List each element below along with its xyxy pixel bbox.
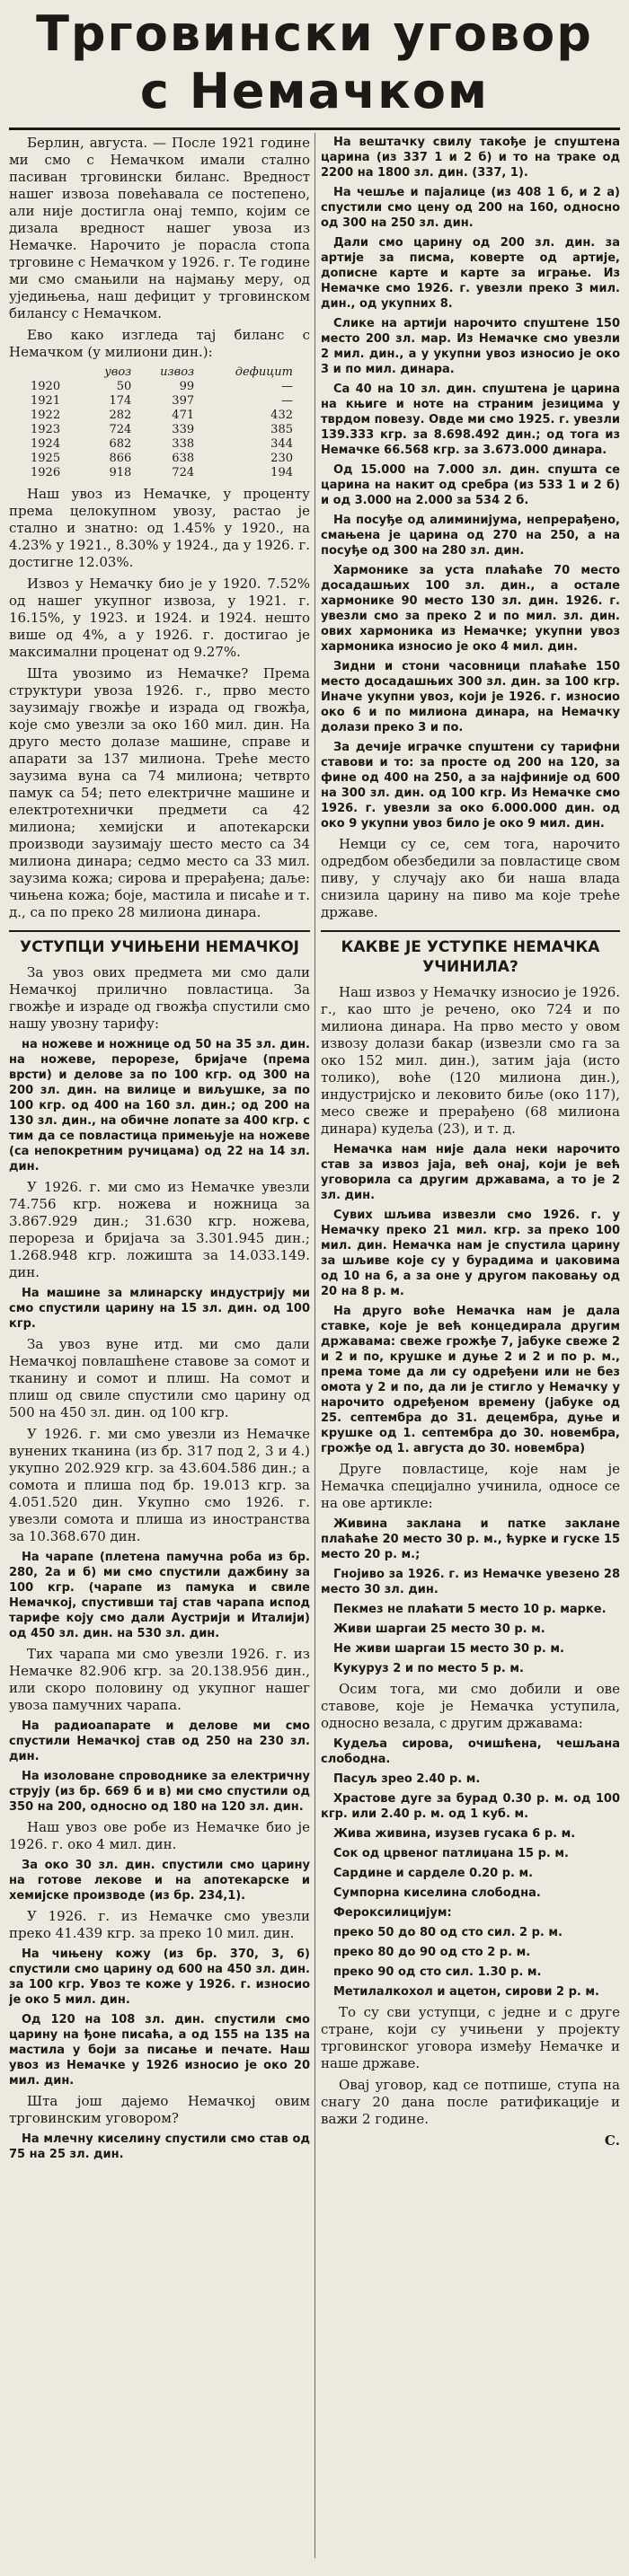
paragraph: Шта увозимо из Немачке? Према структури увоза 1926. г., прво место заузимају гвожђе и израда од гвожђа, које смо увезли за око 160 мил. дин. На друго место долазе машине, справе и апарати за 137 милиона. Треће место заузима вуна са 74 милиона; четврто памук са 54; пето електричне машине и електротехнички предмети са 42 милиона; хемијски и апотекарски производи заузимају шесто место са 34 милиона динара; седмо место са 33 мил. заузима кожа; сирова и прерађена; даље: чињена кожа; боје, мастила и писаће и т. д., са по преко 28 милиона динара.	[9, 665, 310, 920]
table-cell: 724	[109, 423, 132, 436]
bold-paragraph: преко 90 од сто сил. 1.30 р. м.	[333, 1965, 542, 1979]
table-cell: 344	[270, 437, 293, 451]
bold-paragraph: Од 15.000 на 7.000 зл. дин. спушта се царина на накит од сребра (из 533 1 и 2 б) и од 3.000 на 2.000 за 534 2 б.	[321, 463, 620, 507]
paragraph: Тих чарапа ми смо увезли 1926. г. из Немачке 82.906 кгр. за 20.138.956 дин., или скоро половину од укупног нашег увоза памучних чарапа.	[9, 1646, 310, 1713]
bold-paragraph: Сок од црвеног патлиџана 15 р. м.	[333, 1847, 569, 1860]
bold-paragraph: Немачка нам није дала неки нарочито став за извоз јаја, већ онај, који је већ уговорила са другим државама, а то је 2 зл. дин.	[321, 1143, 620, 1202]
bold-paragraph: Жива живина, изузев гусака 6 р. м.	[333, 1827, 576, 1841]
table-cell: 1923	[31, 423, 61, 436]
table-cell: —	[281, 394, 293, 408]
paragraph: Ево како изгледа тај биланс с Немачком (у милиони дин.):	[9, 327, 310, 360]
right-column	[321, 135, 620, 2558]
bold-paragraph: Сардине и сарделе 0.20 р. м.	[333, 1867, 534, 1880]
bold-paragraph: На машине за млинарску индустрију ми смо спустили царину на 15 зл. дин. од 100 кгр.	[9, 1287, 310, 1331]
bold-paragraph: Сувих шљива извезли смо 1926. г. у Немачку преко 21 мил. кгр. за преко 100 мил. дин. Немачка нам је спустила царину за шљиве које су у бурадима и џаковима од 10 на 6, а за оне у другом паковању од 20 на 8 р. м.	[321, 1209, 620, 1298]
article-title	[0, 5, 629, 120]
bold-paragraph: За дечије играчке спуштени су тарифни ставови и то: за просте од 200 на 120, за фине од 400 на 250, а за најфиније од 600 на 300 зл. дин. од 100 кгр. Из Немачке смо 1926. г. увезли за око 6.000.000 дин. од око 9 укупни увоз било је око 9 мил. дин.	[321, 741, 620, 831]
bold-paragraph: Слике на артији нарочито спуштене 150 место 200 зл. мар. Из Немачке смо увезли 2 мил. дин., а у укупни увоз износио је око 3 и по мил. динара.	[321, 317, 620, 376]
title-line-2: с Немачком	[139, 63, 490, 119]
paragraph: У 1926. г. из Немачке смо увезли преко 41.439 кгр. за преко 10 мил. дин.	[9, 1908, 310, 1941]
table-row	[27, 409, 297, 423]
bold-paragraph: Од 120 на 108 зл. дин. спустили смо царину на ђоне писаћа, а од 155 на 135 на мастила у боји за писање и печате. Наш увоз из Немачке у 1926 износио је око 20 мил. дин.	[9, 2013, 310, 2088]
table-cell: —	[281, 380, 293, 393]
table-cell: 194	[270, 466, 293, 479]
table-header-cell: увоз	[104, 365, 132, 379]
bold-paragraph: на ножеве и ножнице од 50 на 35 зл. дин. на ножеве, перорезе, бријаче (према врсти) и делове за по 100 кгр. од 300 на 200 зл. дин. на вилице и виљушке, за по 100 кгр. од 400 на 160 зл. дин.; од 200 на 130 зл. дин., на обичне лопате за 400 кгр. с тим да се повластица примењује на ножеве (са непокретним ручицама) од 22 на 14 зл. дин.	[9, 1038, 310, 1174]
bold-paragraph: На чарапе (плетена памучна роба из бр. 280, 2а и б) ми смо спустили дажбину за 100 кгр. (чарапе из памука и свиле Немачкој, спустивши тај став чарапа испод тарифе коју смо дали Аустрији и Италији) од 450 зл. дин. на 530 зл. дин.	[9, 1551, 310, 1640]
table-cell: 174	[109, 394, 132, 408]
paragraph: Овај уговор, кад се потпише, ступа на снагу 20 дана после ратификације и важи 2 године.	[321, 2077, 620, 2127]
paragraph: Друге повластице, које нам је Немачка специјално учинила, односе се на ове артикле:	[321, 1461, 620, 1511]
paragraph: Осим тога, ми смо добили и ове ставове, које је Немачка уступила, односно везала, с другим државама:	[321, 1681, 620, 1731]
bold-paragraph: преко 80 до 90 од сто 2 р. м.	[333, 1946, 531, 1959]
bold-paragraph: На друго воће Немачка нам је дала ставке, које је већ концедирала другим државама: свеже грожђе 7, јабуке свеже 2 и 2 и по, крушке и дуње 2 и 2 и по р. м., према томе да ли су одређени или не без омота у 2 и по, да ли је стигло у Немачку у нарочито одређеном времену (јабуке од 25. септембра до 31. децембра, дуње и крушке од 1. септембра до 30. новембра, грожђе од 1. августа до 30. новембра)	[321, 1305, 620, 1455]
left-column	[9, 135, 310, 2558]
paragraph: Извоз у Немачку био је у 1920. 7.52% од нашег укупног извоза, у 1921. г. 16.15%, у 1923. и 1924. и 1924. нешто више од 4%, а у 1926. г. достигао је максимални проценат од 9.27%.	[9, 576, 310, 660]
paragraph: У 1926. г. ми смо увезли из Немачке вунених тканина (из бр. 317 под 2, 3 и 4.) укупно 202.929 кгр. за 43.604.586 дин.; а сомота и плиша под бр. 19.013 кгр. за 4.051.520 дин. Укупно смо 1926. г. увезли сомота и плиша из иностранства за 10.368.670 дин.	[9, 1426, 310, 1544]
bold-paragraph: Кукуруз 2 и по место 5 р. м.	[333, 1662, 524, 1675]
table-header-row	[27, 365, 297, 380]
table-header-cell	[27, 365, 83, 380]
paragraph: Немци су се, сем тога, нарочито одредбом обезбедили за повластице свом пиву, у случају ако би наша влада снизила царину на пиво ма које треће државе.	[321, 836, 620, 920]
table-cell: 471	[172, 409, 195, 422]
title-line-1: Трговински уговор	[36, 5, 593, 62]
bold-paragraph: Живина заклана и патке заклане плаћаће 20 место 30 р. м., ћурке и гуске 15 место 20 р. м.;	[321, 1517, 620, 1561]
bold-paragraph: На млечну киселину спустили смо став од 75 на 25 зл. дин.	[9, 2132, 310, 2161]
table-row	[27, 452, 297, 466]
table-cell: 918	[109, 466, 132, 479]
table-cell: 1924	[31, 437, 61, 451]
bold-paragraph: На чешље и пајалице (из 408 1 б, и 2 а) спустили смо цену од 200 на 160, односно од 300 на 250 зл. дин.	[321, 186, 620, 230]
table-cell: 866	[109, 452, 132, 465]
bold-paragraph: На радиоапарате и делове ми смо спустили Немачкој став од 250 на 230 зл. дин.	[9, 1719, 310, 1763]
bold-paragraph: Сумпорна киселина слободна.	[333, 1886, 541, 1900]
bold-paragraph: На посуђе од алиминијума, непрерађено, смањена је царина од 270 на 250, а на посуђе од 300 на 280 зл. дин.	[321, 514, 620, 558]
table-row	[27, 394, 297, 409]
table-cell: 1926	[31, 466, 61, 479]
bold-paragraph: Не живи шаргаи 15 место 30 р. м.	[333, 1642, 564, 1656]
table-cell: 724	[172, 466, 195, 479]
bold-paragraph: На вештачку свилу такође је спуштена царина (из 337 1 и 2 б) и то на траке од 2200 на 1800 зл. дин. (337, 1).	[321, 136, 620, 180]
table-cell: 282	[109, 409, 132, 422]
title-rule	[9, 127, 620, 130]
section-heading: КАКВЕ ЈЕ УСТУПКЕ НЕМАЧКА УЧИНИЛА?	[321, 930, 620, 977]
table-header-cell: дефицит	[235, 365, 293, 379]
author-signature: С.	[604, 2132, 620, 2149]
column-separator	[314, 133, 315, 2558]
paragraph: За увоз ових предмета ми смо дали Немачкој прилично повластица. За гвожђе и израде од гвожђа спустили смо нашу увозну тарифу:	[9, 964, 310, 1032]
table-cell: 385	[270, 423, 293, 436]
paragraph: Шта још дајемо Немачкој овим трговинским уговором?	[9, 2093, 310, 2126]
table-cell: 682	[109, 437, 132, 451]
trade-balance-table	[27, 365, 297, 480]
bold-paragraph: Кудеља сирова, очишћена, чешљана слободна.	[321, 1737, 620, 1766]
table-cell: 1925	[31, 452, 61, 465]
bold-paragraph: Са 40 на 10 зл. дин. спуштена је царина на књиге и ноте на страним језицима у тврдом повезу. Овде ми смо 1925. г. увезли 139.333 кгр. за 8.698.492 дин.; од тога из Немачке 66.568 кгр. за 3.673.000 динара.	[321, 382, 620, 457]
bold-paragraph: Дали смо царину од 200 зл. дин. за артије за писма, коверте од артије, дописне карте и карте за играње. Из Немачке смо 1926. г. увезли преко 3 мил. дин., од укупних 8.	[321, 236, 620, 311]
bold-paragraph: Метилалкохол и ацетон, сирови 2 р. м.	[333, 1985, 599, 1999]
table-row	[27, 437, 297, 452]
paragraph: За увоз вуне итд. ми смо дали Немачкој повлашћене ставове за сомот и тканину и сомот и плиш. На сомот и плиш од свиле спустили смо царину од 500 на 450 зл. дин. од 100 кгр.	[9, 1336, 310, 1420]
table-row	[27, 466, 297, 480]
paragraph: Берлин, августа. — После 1921 године ми смо с Немачком имали стално пасиван трговински биланс. Вредност нашег извоза повећавала се постепено, али није достигла онај темпо, којим се дизала вредност нашег увоза из Немачке. Нарочито је порасла стопа трговине с Немачком у 1926. г. Те године ми смо смањили на најмању меру, од уједињења, наш дефицит у трговинском билансу с Немачком.	[9, 135, 310, 321]
bold-paragraph: Пекмез не плаћати 5 место 10 р. марке.	[333, 1603, 607, 1616]
table-cell: 638	[172, 452, 195, 465]
section-heading: УСТУПЦИ УЧИЊЕНИ НЕМАЧКОЈ	[9, 930, 310, 957]
table-row	[27, 423, 297, 437]
bold-paragraph: Зидни и стони часовници плаћаће 150 место досадашњих 300 зл. дин. за 100 кгр. Иначе укупни увоз, који је 1926. г. износио око 6 и по милиона динара, на Немачку долази преко 3 и по.	[321, 660, 620, 734]
bold-paragraph: Храстове дуге за бурад 0.30 р. м. од 100 кгр. или 2.40 р. м. од 1 куб. м.	[321, 1792, 620, 1821]
bold-paragraph: На изоловане спроводнике за електричну струју (из бр. 669 б и в) ми смо спустили од 350 на 200, односно од 180 на 120 зл. дин.	[9, 1770, 310, 1814]
table-cell: 1921	[31, 394, 61, 408]
table-header-cell: извоз	[160, 365, 195, 379]
paragraph: Наш увоз ове робе из Немачке био је 1926. г. око 4 мил. дин.	[9, 1819, 310, 1852]
paragraph: То су сви уступци, с једне и с друге стране, који су учињени у пројекту трговинског уговора између Немачке и наше државе.	[321, 2004, 620, 2071]
table-cell: 99	[179, 380, 195, 393]
bold-paragraph: Живи шаргаи 25 место 30 р. м.	[333, 1622, 545, 1636]
table-cell: 338	[172, 437, 195, 451]
table-cell: 339	[172, 423, 195, 436]
bold-paragraph: На чињену кожу (из бр. 370, 3, 6) спустили смо царину од 600 на 450 зл. дин. за 100 кгр. Увоз те коже у 1926. г. износио је око 5 мил. дин.	[9, 1947, 310, 2007]
table-cell: 1922	[31, 409, 61, 422]
table-row	[27, 380, 297, 394]
paragraph: У 1926. г. ми смо из Немачке увезли 74.756 кгр. ножева и ножница за 3.867.929 дин.; 31.630 кгр. ножева, перореза и бријача за 3.301.945 дин.; 1.268.948 кгр. ложишта за 14.033.149. дин.	[9, 1179, 310, 1280]
bold-paragraph: За око 30 зл. дин. спустили смо царину на готове лекове и на апотекарске и хемијске производе (из бр. 234,1).	[9, 1859, 310, 1903]
bold-paragraph: Фероксилицијум:	[333, 1906, 452, 1920]
table-cell: 230	[270, 452, 293, 465]
bold-paragraph: Пасуљ зрео 2.40 р. м.	[333, 1772, 481, 1786]
paragraph: Наш извоз у Немачку износио је 1926. г., као што је речено, око 724 и по милиона динара. На прво место у овом извозу долази бакар (извезли смо га за око 152 мил. дин.), затим јаја (исто толико), воће (120 милиона дин.), индустријско и лековито биље (око 117), месо свеже и прерађено (68 милиона динара) кудеља (23), и т. д.	[321, 984, 620, 1137]
table-cell: 1920	[31, 380, 61, 393]
bold-paragraph: преко 50 до 80 од сто сил. 2 р. м.	[333, 1926, 563, 1939]
table-cell: 50	[116, 380, 132, 393]
table-cell: 397	[172, 394, 195, 408]
bold-paragraph: Гнојиво за 1926. г. из Немачке увезено 28 место 30 зл. дин.	[321, 1568, 620, 1596]
table-cell: 432	[270, 409, 293, 422]
paragraph: Наш увоз из Немачке, у проценту према целокупном увозу, растао је стално и знатно: од 1.45% у 1920., на 4.23% у 1921., 8.30% у 1924., да у 1926. г. достигне 12.03%.	[9, 486, 310, 570]
bold-paragraph: Хармонике за уста плаћаће 70 место досадашњих 100 зл. дин., а остале хармонике 90 место 130 зл. дин. 1926. г. увезли смо за преко 2 и по мил. зл. дин. ових хармоника из Немачке; укупни увоз хармоника износио је око 4 мил. дин.	[321, 564, 620, 654]
